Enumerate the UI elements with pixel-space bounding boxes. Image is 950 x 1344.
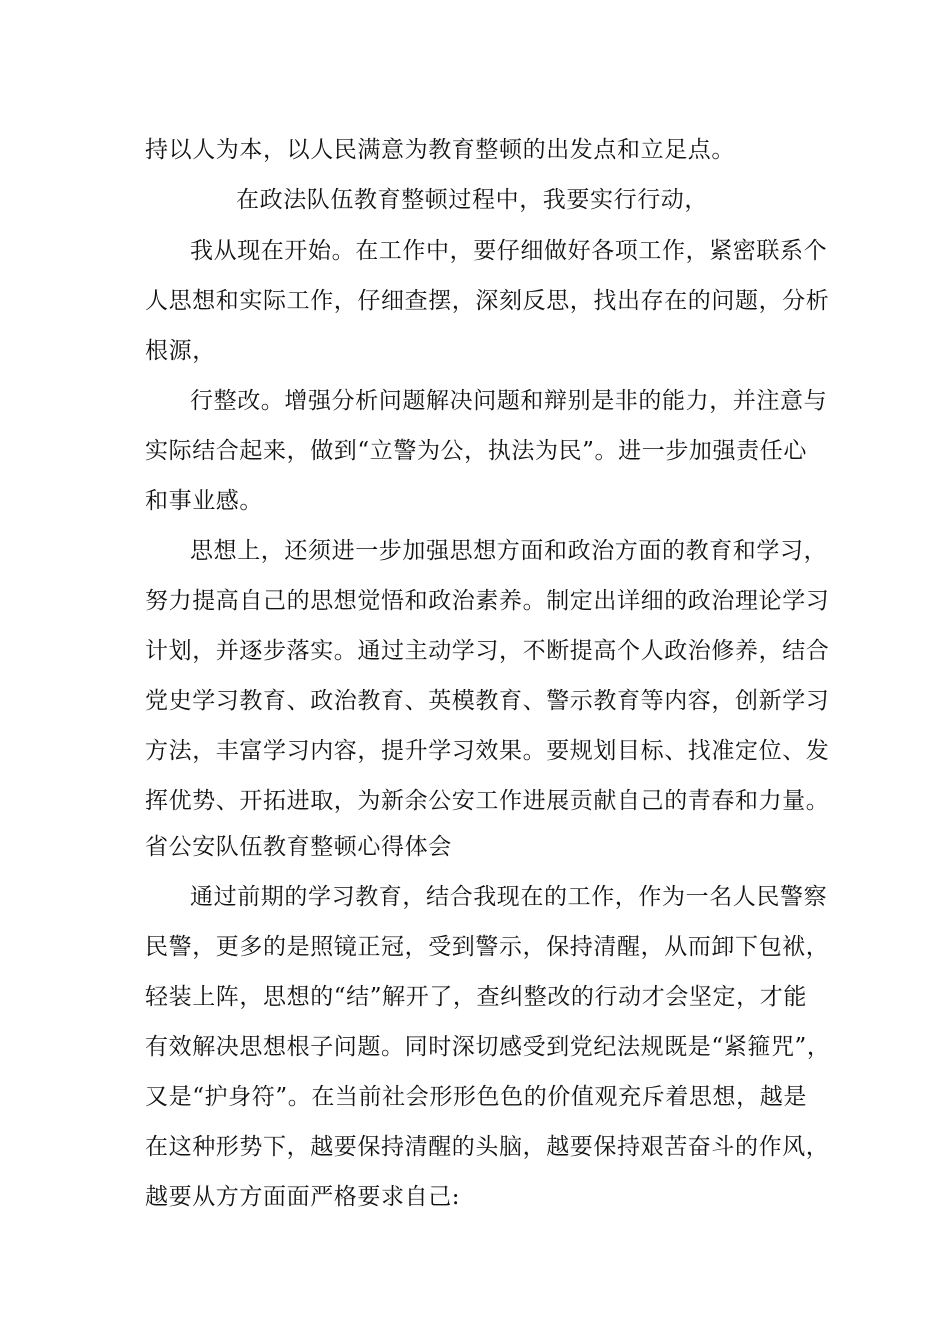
text-line: 越要从方方面面严格要求自己: xyxy=(145,1184,461,1210)
section-heading: 省公安队伍教育整顿心得体会 xyxy=(145,834,452,860)
text-line: 又是“护身符”。在当前社会形形色色的价值观充斥着思想，越是 xyxy=(145,1084,807,1110)
text-line: 在这种形势下，越要保持清醒的头脑，越要保持艰苦奋斗的作风， xyxy=(145,1134,830,1160)
text-line: 持以人为本，以人民满意为教育整顿的出发点和立足点。 xyxy=(145,137,735,163)
text-line: 根源， xyxy=(145,338,216,364)
text-line: 通过前期的学习教育，结合我现在的工作，作为一名人民警察 xyxy=(190,884,828,910)
text-line: 实际结合起来，做到“立警为公，执法为民”。进一步加强责任心 xyxy=(145,438,807,464)
text-line: 人思想和实际工作，仔细查摆，深刻反思，找出存在的问题，分析 xyxy=(145,288,830,314)
text-line: 挥优势、开拓进取，为新余公安工作进展贡献自己的青春和力量。 xyxy=(145,788,830,814)
text-line: 思想上，还须进一步加强思想方面和政治方面的教育和学习， xyxy=(190,538,828,564)
text-line: 我从现在开始。在工作中，要仔细做好各项工作，紧密联系个 xyxy=(190,238,828,264)
text-line: 方法，丰富学习内容，提升学习效果。要规划目标、找准定位、发 xyxy=(145,738,830,764)
text-line: 在政法队伍教育整顿过程中，我要实行行动， xyxy=(236,187,708,213)
text-line: 民警，更多的是照镜正冠，受到警示，保持清醒，从而卸下包袱， xyxy=(145,934,830,960)
text-line: 党史学习教育、政治教育、英模教育、警示教育等内容，创新学习 xyxy=(145,688,830,714)
text-line: 有效解决思想根子问题。同时深切感受到党纪法规既是“紧箍咒”， xyxy=(145,1034,831,1060)
text-line: 努力提高自己的思想觉悟和政治素养。制定出详细的政治理论学习 xyxy=(145,588,830,614)
text-line: 和事业感。 xyxy=(145,488,263,514)
text-line: 计划，并逐步落实。通过主动学习，不断提高个人政治修养，结合 xyxy=(145,638,830,664)
text-line: 行整改。增强分析问题解决问题和辩别是非的能力，并注意与 xyxy=(190,388,828,414)
text-line: 轻装上阵，思想的“结”解开了，查纠整改的行动才会坚定，才能 xyxy=(145,984,807,1010)
